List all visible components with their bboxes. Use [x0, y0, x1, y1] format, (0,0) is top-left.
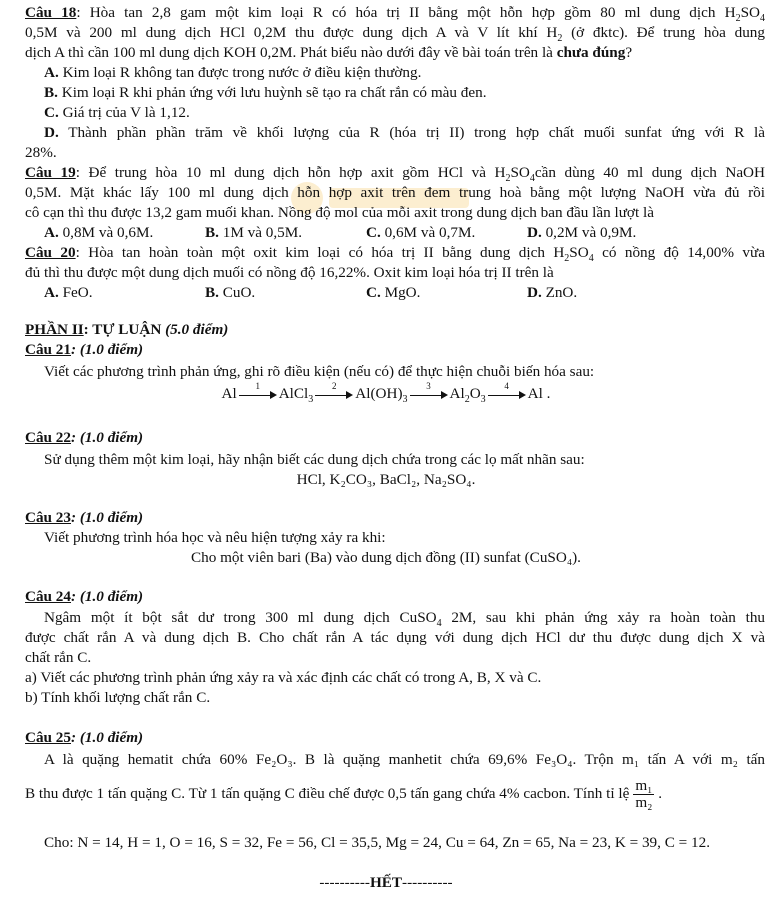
q18-line1: Câu 18: Hòa tan 2,8 gam một kim loại R có hóa trị II bằng một hỗn hợp gồm 80 ml dung dịch $H_2SO_4$ — [25, 4, 765, 25]
q18-label: Câu 18 — [25, 4, 77, 21]
q24-line3: chất rắn C. — [25, 649, 92, 666]
q25-heading: Câu 25: (1.0 điểm) — [25, 729, 144, 746]
q19-line3: cô cạn thì thu được 13,2 gam muối khan. Nồng độ mol của mỗi axit trong dung dịch ban đầu lần lượt là — [25, 204, 654, 221]
q19-line2: 0,5M. Mặt khác lấy 100 ml dung dịch hỗn hợp axit trên đem trung hoà bằng một lượng NaOH vừa đủ rồi — [25, 184, 765, 201]
arrow-3: 3 — [410, 390, 448, 400]
arrow-2: 2 — [315, 390, 353, 400]
q19-option-b: B. 1M và 0,5M. — [205, 224, 303, 241]
q25-line1: A là quặng hematit chứa 60% Fe₂O₃. B là quặng manhetit chứa 69,6% Fe₃O₄. Trộn m₁ tấn A với m₂ tấn — [44, 751, 765, 768]
q23-case: Cho một viên bari (Ba) vào dung dịch đồng (II) sunfat (CuSO₄). — [191, 549, 581, 566]
q18-line2: 0,5M và 200 ml dung dịch HCl 0,2M thu được dung dịch A và V lít khí $H_2$ (ở đktc). Để trung hòa dung — [25, 24, 765, 45]
q18-option-a: A. Kim loại R không tan được trong nước ở điều kiện thường. — [44, 64, 422, 81]
q24-line2: được chất rắn A và dung dịch B. Cho chất rắn A tác dụng với dung dịch HCl dư thu được dung dịch X và — [25, 629, 765, 646]
q24-part-a: a) Viết các phương trình phản ứng xảy ra và xác định các chất có trong A, B, X và C. — [25, 669, 542, 686]
q20-line1: Câu 20: Hòa tan hoàn toàn một oxit kim loại có hóa trị II bằng dung dịch $H_2SO_4$ có nồng độ 14,00% vừa — [25, 244, 766, 265]
q24-heading: Câu 24: (1.0 điểm) — [25, 588, 144, 605]
q19-option-a: A. 0,8M và 0,6M. — [44, 224, 154, 241]
q23-text: Viết phương trình hóa học và nêu hiện tượng xảy ra khi: — [44, 529, 386, 546]
q22-list: HCl, K₂CO₃, BaCl₂, Na₂SO₄. — [296, 471, 476, 488]
q24-line1: Ngâm một ít bột sắt dư trong 300 ml dung dịch CuSO$_4$ 2M, sau khi phản ứng xảy ra hoàn toàn thu — [44, 609, 766, 630]
part2-heading: PHẦN II: TỰ LUẬN (5.0 điểm) — [25, 321, 229, 338]
q19-option-c: C. 0,6M và 0,7M. — [366, 224, 476, 241]
q22-text: Sử dụng thêm một kim loại, hãy nhận biết các dung dịch chứa trong các lọ mất nhãn sau: — [44, 451, 585, 468]
q18-option-c: C. Giá trị của V là 1,12. — [44, 104, 190, 121]
q21-chain: Al 1 AlCl$_3$ 2 $Al(OH)_3$ 3 $Al_2O_3$ 4 Al . — [221, 380, 551, 406]
q20-label: Câu 20 — [25, 244, 76, 261]
q20-option-d: D. ZnO. — [527, 284, 578, 301]
end-mark: ----------HẾT---------- — [319, 874, 453, 891]
q21-text: Viết các phương trình phản ứng, ghi rõ điều kiện (nếu có) để thực hiện chuỗi biến hóa sau: — [44, 363, 595, 380]
q18-line3: dịch A thì cần 100 ml dung dịch KOH 0,2M. Phát biểu nào dưới đây về bài toán trên là chưa đúng? — [25, 44, 633, 61]
q20-option-b: B. CuO. — [205, 284, 256, 301]
q18-option-b: B. Kim loại R khi phản ứng với lưu huỳnh sẽ tạo ra chất rắn có màu đen. — [44, 84, 487, 101]
q20-option-c: C. MgO. — [366, 284, 421, 301]
q22-heading: Câu 22: (1.0 điểm) — [25, 429, 144, 446]
arrow-4: 4 — [488, 390, 526, 400]
q21-heading: Câu 21: (1.0 điểm) — [25, 341, 144, 358]
q24-part-b: b) Tính khối lượng chất rắn C. — [25, 689, 211, 706]
q20-line2: đủ thì thu được một dung dịch muối có nồng độ 16,22%. Oxit kim loại hóa trị II trên là — [25, 264, 554, 281]
q19-option-d: D. 0,2M và 0,9M. — [527, 224, 637, 241]
arrow-1: 1 — [239, 390, 277, 400]
atomic-masses: Cho: N = 14, H = 1, O = 16, S = 32, Fe = 56, Cl = 35,5, Mg = 24, Cu = 64, Zn = 65, Na = 23, K = 39, C = 12. — [44, 834, 711, 851]
q19-line1: Câu 19: Để trung hòa 10 ml dung dịch hỗn hợp axit gồm HCl và $H_2SO_4cần$ dùng 40 ml dung dịch NaOH — [25, 164, 765, 185]
q20-option-a: A. FeO. — [44, 284, 93, 301]
q18-option-d-tail: 28%. — [25, 144, 57, 161]
ratio-fraction: $\frac{\text{m₁}}{\text{m₂}}$ — [635, 777, 653, 811]
q25-line2: B thu được 1 tấn quặng C. Từ 1 tấn quặng C điều chế được 0,5 tấn gang chứa 4% cacbon. Tính tỉ lệ $\frac{\text{m₁}}{\text{m₂}}$ . — [25, 777, 663, 811]
q19-label: Câu 19 — [25, 164, 76, 181]
q18-option-d: D. Thành phần phần trăm về khối lượng của R (hóa trị II) trong hợp chất muối sunfat ứng với R là — [44, 124, 765, 141]
q23-heading: Câu 23: (1.0 điểm) — [25, 509, 144, 526]
